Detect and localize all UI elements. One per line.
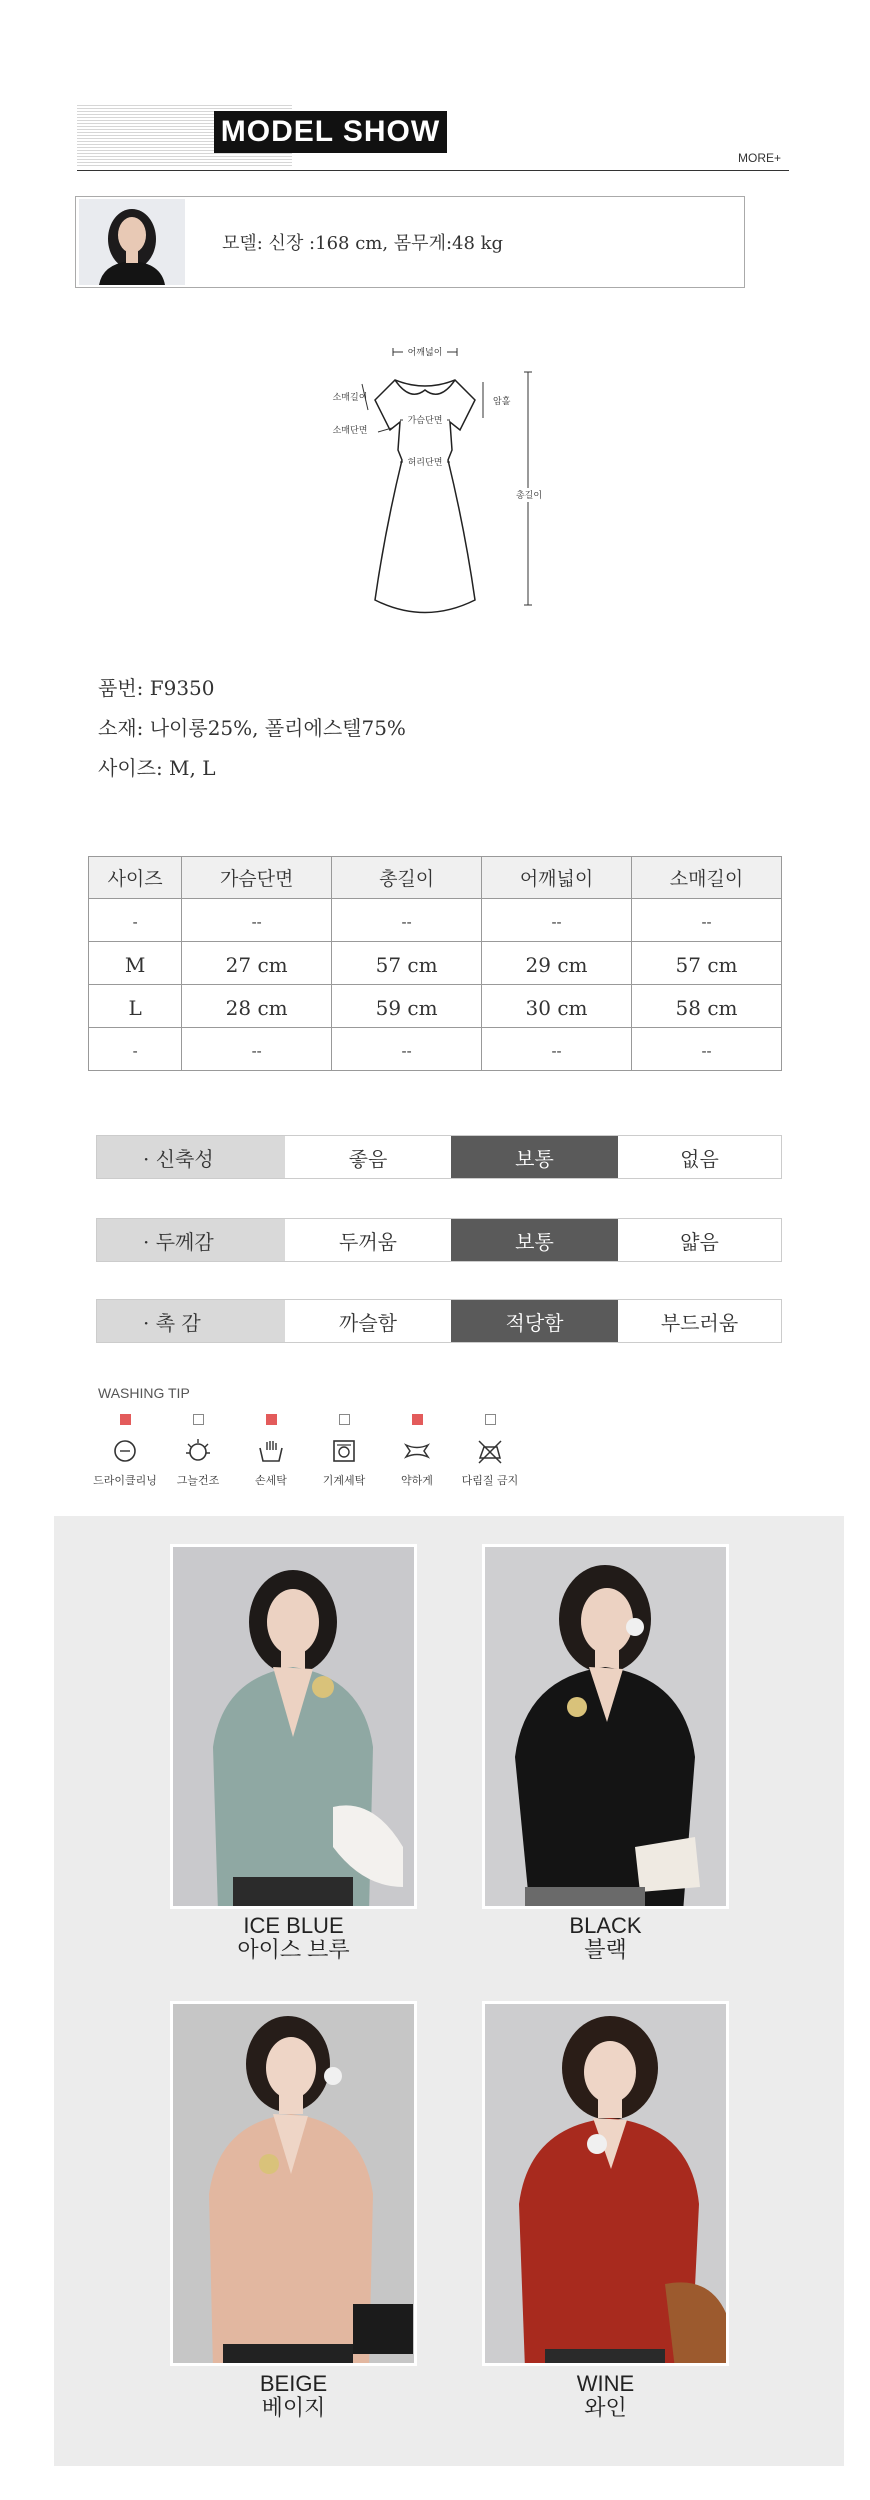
wash-item-machine-wash: 기계세탁 <box>299 1414 389 1488</box>
color-name-en: WINE <box>576 2371 635 2396</box>
product-code: 품번: F9350 <box>98 676 215 700</box>
wash-item-hand-wash: 손세탁 <box>226 1414 316 1488</box>
label-chest: 가슴단면 <box>407 416 443 426</box>
option-cell: 부드러움 <box>618 1300 781 1342</box>
checkbox-icon <box>485 1414 496 1425</box>
product-photo-ice-blue <box>170 1544 417 1909</box>
label-sleeve-width: 소매단면 <box>332 426 368 436</box>
measurement-diagram <box>300 330 550 640</box>
section-title: MODEL SHOW <box>214 111 447 153</box>
shade-dry-icon <box>183 1436 213 1466</box>
option-cell: 두꺼움 <box>285 1219 451 1261</box>
checkbox-icon <box>266 1414 277 1425</box>
option-cell: 없음 <box>618 1136 781 1178</box>
wash-item-gentle: 약하게 <box>372 1414 462 1488</box>
checkbox-icon <box>339 1414 350 1425</box>
washing-tip-title: WASHING TIP <box>98 1385 190 1401</box>
checkbox-icon <box>412 1414 423 1425</box>
header-divider <box>77 170 789 171</box>
checkbox-icon <box>193 1414 204 1425</box>
no-iron-icon <box>475 1436 505 1466</box>
color-caption-beige <box>170 2372 417 2420</box>
attribute-label: · 촉 감 <box>97 1300 285 1342</box>
label-sleeve-length: 소매길이 <box>332 393 368 403</box>
hand-wash-icon <box>256 1436 286 1466</box>
option-cell-selected: 보통 <box>451 1219 618 1261</box>
label-armhole: 암홀 <box>493 397 511 407</box>
product-photo-black <box>482 1544 729 1909</box>
color-name-ko: 베이지 <box>261 2395 326 2420</box>
col-size: 사이즈 <box>89 857 182 899</box>
table-row: M 27 cm 57 cm 29 cm 57 cm <box>89 942 782 985</box>
option-cell: 얇음 <box>618 1219 781 1261</box>
wash-item-shade-dry: 그늘건조 <box>153 1414 243 1488</box>
attribute-label: · 신축성 <box>97 1136 285 1178</box>
option-cell-selected: 적당함 <box>451 1300 618 1342</box>
option-cell: 좋음 <box>285 1136 451 1178</box>
table-row: - -- -- -- -- <box>89 1028 782 1071</box>
color-caption-wine <box>482 2372 729 2420</box>
table-row: - -- -- -- -- <box>89 899 782 942</box>
label-total-length: 총길이 <box>515 491 543 501</box>
checkbox-icon <box>120 1414 131 1425</box>
color-name-en: BEIGE <box>259 2371 328 2396</box>
color-name-en: BLACK <box>569 1913 642 1938</box>
more-link[interactable]: MORE+ <box>738 151 782 165</box>
label-shoulder: 어깨넓이 <box>407 348 443 358</box>
attribute-row-touch <box>96 1299 782 1343</box>
wash-item-dry-clean: 드라이클리닝 <box>80 1414 170 1488</box>
gentle-icon <box>402 1436 432 1466</box>
size-table-header <box>89 857 782 899</box>
model-measurements: 모델: 신장 :168 cm, 몸무게:48 kg <box>222 233 504 254</box>
option-cell-selected: 보통 <box>451 1136 618 1178</box>
attribute-row-thickness <box>96 1218 782 1262</box>
col-shoulder: 어깨넓이 <box>482 857 632 899</box>
color-caption-ice-blue <box>170 1914 417 1962</box>
product-material: 소재: 나이롱25%, 폴리에스텔75% <box>98 716 406 740</box>
size-table <box>88 856 782 1071</box>
color-caption-black <box>482 1914 729 1962</box>
attribute-label: · 두께감 <box>97 1219 285 1261</box>
machine-wash-icon <box>329 1436 359 1466</box>
color-name-ko: 와인 <box>584 2395 627 2420</box>
model-avatar <box>79 199 185 285</box>
color-name-en: ICE BLUE <box>243 1913 344 1938</box>
product-photo-wine <box>482 2001 729 2366</box>
product-photo-beige <box>170 2001 417 2366</box>
product-sizes: 사이즈: M, L <box>98 756 216 780</box>
option-cell: 까슬함 <box>285 1300 451 1342</box>
col-sleeve: 소매길이 <box>632 857 782 899</box>
attribute-row-elasticity <box>96 1135 782 1179</box>
label-waist: 허리단면 <box>407 458 443 468</box>
col-length: 총길이 <box>332 857 482 899</box>
table-row: L 28 cm 59 cm 30 cm 58 cm <box>89 985 782 1028</box>
wash-item-no-iron: 다림질 금지 <box>445 1414 535 1488</box>
dry-clean-icon <box>110 1436 140 1466</box>
color-name-ko: 블랙 <box>584 1937 627 1962</box>
col-chest: 가슴단면 <box>182 857 332 899</box>
color-name-ko: 아이스 브루 <box>237 1937 350 1962</box>
